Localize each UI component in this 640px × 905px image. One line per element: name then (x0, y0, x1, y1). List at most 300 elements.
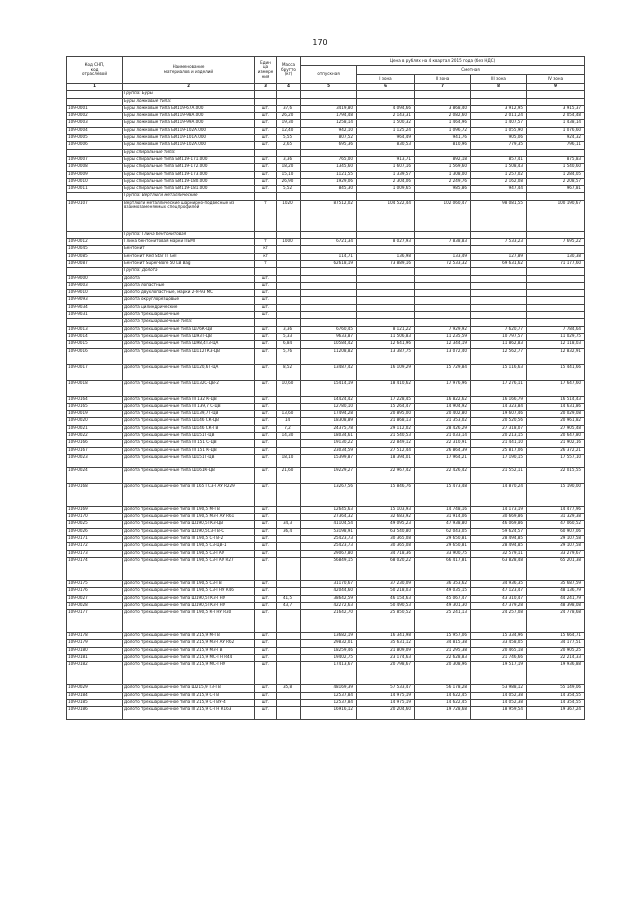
price-wholesale: 16916,12 (301, 707, 357, 720)
price-zone2: 14 622,45 (415, 699, 471, 706)
price-zone3: 25 817,06 (471, 447, 527, 454)
group-code-cell (67, 149, 123, 156)
price-zone1: 20 798,67 (357, 662, 415, 685)
item-code: 109-0025 (67, 521, 123, 528)
item-mass (277, 312, 301, 319)
table-row (67, 467, 585, 483)
item-name: Долото трехшарошечное типа III 190,5 С3-ГАУ (123, 550, 255, 557)
item-unit: шт. (255, 333, 277, 340)
item-mass (277, 557, 301, 580)
empty-cell (255, 268, 277, 275)
header-name: Наименование материалов и изделий (123, 57, 255, 84)
price-zone1: 20 895,00 (357, 411, 415, 418)
item-name: Долота трехшарошечные типа Ш139,7Т-ЦВ (123, 411, 255, 418)
header-zone4: IV зона (527, 75, 585, 84)
table-row (67, 142, 585, 149)
price-wholesale: 62618,19 (301, 260, 357, 267)
item-code: 109-0045 (67, 246, 123, 253)
header-unit: Един ца измере ния (255, 57, 277, 84)
price-zone4: 14 354,55 (527, 699, 585, 706)
price-zone2: 13 072,40 (415, 348, 471, 364)
price-zone4: 20 029,08 (527, 411, 585, 418)
item-name: Долото трехшарошечное типа III 190,5 С3-ЦВ-1 (123, 543, 255, 550)
group-code-cell (67, 98, 123, 105)
price-zone4: 2 054,48 (527, 113, 585, 120)
table-row (67, 418, 585, 425)
item-name: Долота трехшарошечные типа Ш112ТК3-ЦВ (123, 348, 255, 364)
price-wholesale: 6721,34 (301, 239, 357, 246)
empty-cell (277, 91, 301, 98)
item-unit: шт. (255, 550, 277, 557)
table-row (67, 633, 585, 640)
item-mass: 19,30 (277, 120, 301, 127)
item-unit: шт. (255, 543, 277, 550)
empty-cell (255, 91, 277, 98)
item-mass (277, 707, 301, 720)
price-zone4: 14 477,96 (527, 506, 585, 513)
item-code: 109-0009 (67, 171, 123, 178)
item-name: Долото трехшарошечное типа Ш190,5С3-ГВ-С (123, 528, 255, 535)
price-zone4: 15 441,66 (527, 364, 585, 380)
price-zone2: 33 900,75 (415, 550, 471, 557)
price-zone2: 56 178,28 (415, 685, 471, 692)
price-zone4 (527, 275, 585, 282)
empty-cell (357, 193, 415, 200)
empty-cell (415, 91, 471, 98)
price-wholesale: 12645,63 (301, 506, 357, 513)
col-index: 7 (415, 84, 471, 91)
item-code: 109-0017 (67, 364, 123, 380)
price-zone2: 28 426,29 (415, 425, 471, 432)
price-zone1: 17 228,45 (357, 396, 415, 403)
item-unit: шт. (255, 440, 277, 447)
price-zone3: 32 579,11 (471, 550, 527, 557)
price-wholesale (301, 297, 357, 304)
price-wholesale: 13682,19 (301, 633, 357, 640)
price-zone4 (527, 297, 585, 304)
price-zone3 (471, 304, 527, 311)
item-code: 109-0007 (67, 156, 123, 163)
item-unit: шт. (255, 707, 277, 720)
item-unit: т (255, 200, 277, 231)
price-zone4: 20 647,80 (527, 432, 585, 439)
price-wholesale: 42044,60 (301, 588, 357, 595)
item-mass: 26,20 (277, 113, 301, 120)
price-zone2 (415, 312, 471, 319)
item-code: 109-9093 (67, 297, 123, 304)
price-zone1: 913,71 (357, 156, 415, 163)
price-zone3: 12 562,77 (471, 348, 527, 364)
price-zone1: 25 850,52 (357, 610, 415, 633)
price-zone3: 19 517,19 (471, 662, 527, 685)
price-zone2: 15 957,06 (415, 633, 471, 640)
price-wholesale (301, 275, 357, 282)
price-zone4: 21 902,16 (527, 440, 585, 447)
item-code: 109-9034 (67, 304, 123, 311)
price-zone4: 17 647,60 (527, 380, 585, 396)
price-zone3: 30 669,86 (471, 514, 527, 521)
item-code: 109-0180 (67, 647, 123, 654)
price-zone4: 14 631,86 (527, 403, 585, 410)
group-title: Долота трехшарошечные типа: (123, 319, 255, 326)
price-zone3: 14 173,19 (471, 506, 527, 513)
price-zone1: 1 607,16 (357, 164, 415, 171)
group-row (67, 231, 585, 238)
item-mass: 5,76 (277, 348, 301, 364)
price-zone1: 73 889,16 (357, 260, 415, 267)
item-mass (277, 610, 301, 633)
table-row (67, 447, 585, 454)
header-estimate: Сметная (357, 66, 585, 75)
table-row (67, 290, 585, 297)
price-zone4 (527, 304, 585, 311)
price-zone4: 19 367,24 (527, 707, 585, 720)
price-wholesale: 765,00 (301, 156, 357, 163)
item-code: 109-0185 (67, 699, 123, 706)
item-code: 109-0167 (67, 447, 123, 454)
price-zone2: 15 473,48 (415, 483, 471, 506)
header-zone2: II зона (415, 75, 471, 84)
item-mass: 14 (277, 418, 301, 425)
item-name: Долота трехшарошечные типа Ш93Т-ЦВ (123, 333, 255, 340)
item-mass: 35,8 (277, 685, 301, 692)
item-code: 109-0169 (67, 506, 123, 513)
price-zone1: 20 204,60 (357, 707, 415, 720)
price-zone4: 15 190,00 (527, 483, 585, 506)
empty-cell (415, 231, 471, 238)
empty-cell (415, 193, 471, 200)
price-zone2 (415, 246, 471, 253)
price-zone2: 22 426,42 (415, 467, 471, 483)
item-unit: кг (255, 253, 277, 260)
table-row (67, 647, 585, 654)
price-zone2: 102 060,47 (415, 200, 471, 231)
price-zone4: 17 557,10 (527, 454, 585, 467)
empty-cell (415, 319, 471, 326)
price-wholesale: 19402,75 (301, 655, 357, 662)
item-name: Долота трехшарошечные типа III 139,7 С-ЦВ (123, 403, 255, 410)
price-zone2: 2 249,76 (415, 178, 471, 185)
price-wholesale: 27364,32 (301, 514, 357, 521)
item-mass (277, 403, 301, 410)
item-unit: шт. (255, 156, 277, 163)
item-code: 109-0085 (67, 253, 123, 260)
item-code: 109-9031 (67, 312, 123, 319)
item-code: 109-0181 (67, 655, 123, 662)
item-unit: шт. (255, 135, 277, 142)
price-zone1 (357, 275, 415, 282)
table-row (67, 588, 585, 595)
price-wholesale: 29067,80 (301, 550, 357, 557)
price-zone4: 20 961,82 (527, 418, 585, 425)
price-wholesale: 31170,67 (301, 580, 357, 587)
item-code: 109-0020 (67, 418, 123, 425)
item-unit: шт. (255, 396, 277, 403)
item-unit: т (255, 260, 277, 267)
price-zone3: 947,44 (471, 186, 527, 193)
price-zone1: 8 027,93 (357, 239, 415, 246)
empty-cell (277, 268, 301, 275)
item-name: Долота цилиндрические (123, 304, 255, 311)
price-zone2: 36 353,62 (415, 580, 471, 587)
price-zone3: 7 620,77 (471, 326, 527, 333)
empty-cell (527, 268, 585, 275)
price-wholesale: 12780,10 (301, 403, 357, 410)
price-zone3: 24 257,08 (471, 610, 527, 633)
item-mass (277, 275, 301, 282)
item-code: 109-0176 (67, 588, 123, 595)
price-zone2: 26 864,39 (415, 447, 471, 454)
item-unit: шт. (255, 164, 277, 171)
price-zone1 (357, 312, 415, 319)
price-zone3: 3 912,95 (471, 105, 527, 112)
item-name: Долота трехшарошечные типа Ш98,4Т3-ЦА (123, 341, 255, 348)
price-zone3 (471, 297, 527, 304)
group-code-cell (67, 268, 123, 275)
price-wholesale: 24375,78 (301, 425, 357, 432)
price-zone1: 35 631,12 (357, 640, 415, 647)
price-zone3: 7 533,23 (471, 239, 527, 246)
empty-cell (277, 231, 301, 238)
price-zone1: 21 540,53 (357, 432, 415, 439)
item-code: 109-0179 (67, 640, 123, 647)
price-zone2: 34 815,38 (415, 640, 471, 647)
item-code: 109-9000 (67, 275, 123, 282)
col-index: 2 (123, 84, 255, 91)
price-zone2 (415, 282, 471, 289)
table-row (67, 610, 585, 633)
price-wholesale: 11208,82 (301, 348, 357, 364)
item-code: 109-0022 (67, 432, 123, 439)
empty-cell (255, 319, 277, 326)
table-row (67, 432, 585, 439)
empty-cell (357, 149, 415, 156)
item-code: 109-0186 (67, 707, 123, 720)
price-zone3 (471, 246, 527, 253)
price-wholesale: 10584,42 (301, 341, 357, 348)
item-mass: 18,10 (277, 454, 301, 467)
price-zone4: 48 398,08 (527, 602, 585, 609)
empty-cell (277, 98, 301, 105)
price-zone3: 16 166,79 (471, 396, 527, 403)
price-zone1 (357, 290, 415, 297)
price-zone1: 49 095,23 (357, 521, 415, 528)
item-unit: шт. (255, 403, 277, 410)
item-name: Долота трехшарошечные типа Ш161К-ЦВ (123, 467, 255, 483)
price-wholesale: 12537,84 (301, 699, 357, 706)
item-mass: 12,40 (277, 127, 301, 134)
item-mass: 15,10 (277, 171, 301, 178)
empty-cell (357, 319, 415, 326)
empty-cell (471, 149, 527, 156)
item-code: 109-0016 (67, 348, 123, 364)
item-mass (277, 282, 301, 289)
table-row (67, 333, 585, 340)
empty-cell (301, 98, 357, 105)
empty-cell (415, 98, 471, 105)
item-unit: шт. (255, 380, 277, 396)
item-unit: шт. (255, 467, 277, 483)
table-row (67, 521, 585, 528)
price-zone2 (415, 297, 471, 304)
item-name: Долото трехшарошечное типа III 215,9 С-ГВУ-4 (123, 699, 255, 706)
price-wholesale (301, 246, 357, 253)
price-zone1: 16 109,29 (357, 364, 415, 380)
item-mass (277, 640, 301, 647)
header-zone1: I зона (357, 75, 415, 84)
price-zone3: 59 624,57 (471, 528, 527, 535)
price-zone1: 14 975,19 (357, 699, 415, 706)
table-row (67, 200, 585, 231)
price-zone2 (415, 290, 471, 297)
item-unit: шт. (255, 633, 277, 640)
item-code: 109-0174 (67, 557, 123, 580)
price-zone3 (471, 290, 527, 297)
item-code: 109-0178 (67, 633, 123, 640)
price-wholesale: 1258,14 (301, 120, 357, 127)
price-wholesale: 3419,80 (301, 105, 357, 112)
price-zone4: 12 832,91 (527, 348, 585, 364)
price-zone2: 7 838,83 (415, 239, 471, 246)
price-zone4 (527, 290, 585, 297)
table-row (67, 655, 585, 662)
item-name: Бентонит Super-Bore 50 LB Bag (123, 260, 255, 267)
price-wholesale: 18308,89 (301, 418, 357, 425)
price-zone4: 7 695,22 (527, 239, 585, 246)
price-zone1: 23 174,63 (357, 655, 415, 662)
item-code: 109-0023 (67, 454, 123, 467)
item-unit: шт. (255, 602, 277, 609)
item-name: Долото трехшарошечное типа III 190,5 С3-ГВ (123, 580, 255, 587)
price-zone3: 14 870,24 (471, 483, 527, 506)
table-row (67, 348, 585, 364)
item-unit: шт. (255, 127, 277, 134)
price-zone1: 46 154,63 (357, 595, 415, 602)
price-wholesale: 1929,06 (301, 178, 357, 185)
empty-cell (527, 91, 585, 98)
table-row (67, 127, 585, 134)
item-name: Долота трехшарошечные (123, 312, 255, 319)
header-mass: Масса брутто (кг) (277, 57, 301, 84)
item-mass: 3,36 (277, 156, 301, 163)
table-row (67, 595, 585, 602)
price-wholesale: 15414,19 (301, 380, 357, 396)
price-zone4: 33 279,67 (527, 550, 585, 557)
price-zone2: 19 728,68 (415, 707, 471, 720)
price-zone4: 27 905,48 (527, 425, 585, 432)
price-wholesale: 18034,61 (301, 432, 357, 439)
item-name: Долота трехшарошечные типа Ш151Т-ЦВ (123, 432, 255, 439)
empty-cell (255, 193, 277, 200)
item-mass (277, 447, 301, 454)
price-zone4: 12 118,03 (527, 341, 585, 348)
item-unit: шт. (255, 521, 277, 528)
table-row (67, 297, 585, 304)
item-unit: шт. (255, 580, 277, 587)
page-number: 170 (312, 38, 328, 47)
price-zone3: 20 520,56 (471, 418, 527, 425)
item-code: 109-0087 (67, 260, 123, 267)
price-zone2: 1 308,00 (415, 171, 471, 178)
item-mass (277, 550, 301, 557)
empty-cell (471, 231, 527, 238)
price-zone3: 33 458,05 (471, 640, 527, 647)
price-zone2: 62 043,05 (415, 528, 471, 535)
item-name: Буры спиральные типа БИ119-181.000 (123, 186, 255, 193)
price-zone4: 796,11 (527, 142, 585, 149)
item-mass: 5,55 (277, 135, 301, 142)
price-zone3: 19 607,46 (471, 411, 527, 418)
col-index: 9 (527, 84, 585, 91)
item-name: Буры спиральные типа БИ119-173.000 (123, 171, 255, 178)
price-wholesale: 13267,56 (301, 483, 357, 506)
item-code: 109-0028 (67, 602, 123, 609)
price-zone2 (415, 304, 471, 311)
item-code: 109-0018 (67, 380, 123, 396)
table-header (67, 57, 585, 91)
empty-cell (471, 98, 527, 105)
price-zone4: 29 107,58 (527, 543, 585, 550)
price-zone3: 53 988,12 (471, 685, 527, 692)
item-code: 109-0006 (67, 142, 123, 149)
group-row (67, 268, 585, 275)
item-name: Долото трехшарошечное типа III 190,5 С3-ГНУ R46 (123, 588, 255, 595)
empty-cell (357, 268, 415, 275)
item-unit: шт. (255, 411, 277, 418)
item-name: Долота (123, 275, 255, 282)
price-zone4: 15 664,71 (527, 633, 585, 640)
table-row (67, 304, 585, 311)
item-code: 109-0013 (67, 326, 123, 333)
price-zone1: 57 533,47 (357, 685, 415, 692)
price-zone4: 20 905,25 (527, 647, 585, 654)
empty-cell (471, 193, 527, 200)
table-row (67, 135, 585, 142)
item-mass (277, 536, 301, 543)
item-unit: кг (255, 246, 277, 253)
price-zone3: 2 011,24 (471, 113, 527, 120)
col-index: 4 (277, 84, 301, 91)
table-row (67, 557, 585, 580)
item-code: 109-0019 (67, 411, 123, 418)
item-name: Буры ложковые типа БИ119-98А.000 (123, 113, 255, 120)
item-code: 109-9003 (67, 282, 123, 289)
price-zone4: 1 438,14 (527, 120, 585, 127)
item-name: Долото трехшарошечное типа Ш190,5ТКЗ-ГНУ (123, 595, 255, 602)
price-zone3: 905,06 (471, 135, 527, 142)
empty-cell (301, 268, 357, 275)
empty-cell (471, 268, 527, 275)
item-mass (277, 253, 301, 260)
price-wholesale: 9633,87 (301, 333, 357, 340)
item-name: Долота трехшарошечные типа III 151 К-ЦВ (123, 447, 255, 454)
price-zone2: 14 748,16 (415, 506, 471, 513)
item-unit: шт. (255, 297, 277, 304)
price-wholesale: 15399,87 (301, 454, 357, 467)
price-zone2: 11 235,59 (415, 333, 471, 340)
item-code: 109-0001 (67, 105, 123, 112)
item-unit: т (255, 239, 277, 246)
price-zone1: 15 103,93 (357, 506, 415, 513)
item-unit: шт. (255, 425, 277, 432)
item-mass: 7,2 (277, 425, 301, 432)
table-row (67, 260, 585, 267)
price-zone2: 892,18 (415, 156, 471, 163)
item-unit: шт. (255, 341, 277, 348)
price-zone2: 45 067,47 (415, 595, 471, 602)
price-zone2: 7 929,92 (415, 326, 471, 333)
table-row (67, 275, 585, 282)
